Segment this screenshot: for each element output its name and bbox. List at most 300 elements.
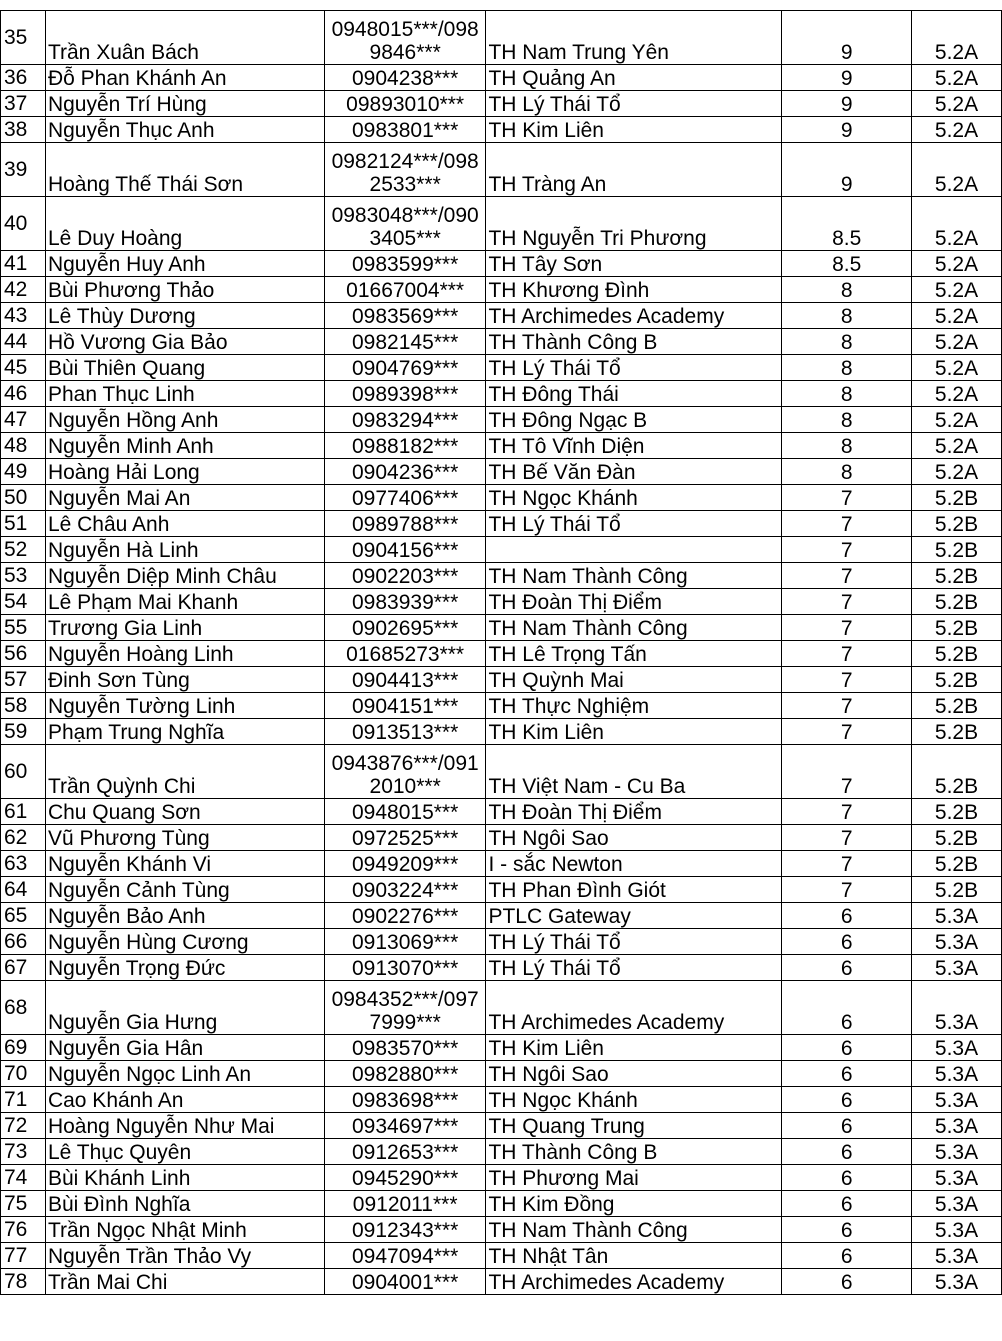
student-name-cell[interactable]: Bùi Khánh Linh — [45, 1165, 324, 1191]
row-number[interactable]: 47 — [1, 407, 46, 433]
student-name-cell[interactable]: Nguyễn Hà Linh — [45, 537, 324, 563]
table-row — [1, 1061, 1002, 1087]
school-cell[interactable]: TH Kim Đồng — [486, 1191, 782, 1217]
row-number[interactable]: 55 — [1, 615, 46, 641]
class-cell[interactable]: 5.3A — [912, 1113, 1002, 1139]
row-number[interactable]: 49 — [1, 459, 46, 485]
phone-cell[interactable]: 0913070*** — [324, 955, 486, 981]
table-row — [1, 1087, 1002, 1113]
table-row — [1, 251, 1002, 277]
school-cell[interactable]: TH Kim Liên — [486, 1035, 782, 1061]
phone-cell[interactable]: 01667004*** — [324, 277, 486, 303]
score-cell[interactable]: 9 — [782, 91, 912, 117]
score-cell[interactable]: 7 — [782, 485, 912, 511]
score-cell[interactable]: 7 — [782, 799, 912, 825]
phone-cell[interactable]: 0989398*** — [324, 381, 486, 407]
row-number[interactable]: 68 — [1, 981, 46, 1035]
table-row — [1, 955, 1002, 981]
score-cell[interactable]: 7 — [782, 825, 912, 851]
score-cell[interactable]: 8 — [782, 459, 912, 485]
school-cell[interactable]: TH Phan Đình Giót — [486, 877, 782, 903]
student-name-cell[interactable]: Nguyễn Hồng Anh — [45, 407, 324, 433]
score-cell[interactable]: 8.5 — [782, 197, 912, 251]
row-number[interactable]: 46 — [1, 381, 46, 407]
student-name-cell[interactable]: Cao Khánh An — [45, 1087, 324, 1113]
class-cell[interactable]: 5.2A — [912, 117, 1002, 143]
table-row — [1, 303, 1002, 329]
school-cell[interactable]: TH Lê Trọng Tấn — [486, 641, 782, 667]
phone-cell[interactable]: 0982124***/0982533*** — [324, 143, 486, 197]
school-cell[interactable]: TH Đoàn Thị Điểm — [486, 799, 782, 825]
school-cell[interactable]: TH Thành Công B — [486, 1139, 782, 1165]
phone-cell[interactable]: 0903224*** — [324, 877, 486, 903]
phone-cell[interactable]: 0989788*** — [324, 511, 486, 537]
phone-cell[interactable]: 0984352***/0977999*** — [324, 981, 486, 1035]
phone-cell[interactable]: 0983599*** — [324, 251, 486, 277]
row-number[interactable]: 41 — [1, 251, 46, 277]
school-cell[interactable]: TH Nam Thành Công — [486, 563, 782, 589]
phone-cell[interactable]: 0983048***/0903405*** — [324, 197, 486, 251]
row-number[interactable]: 38 — [1, 117, 46, 143]
score-cell[interactable]: 8 — [782, 433, 912, 459]
class-cell[interactable]: 5.3A — [912, 1191, 1002, 1217]
score-cell[interactable]: 7 — [782, 877, 912, 903]
phone-cell[interactable]: 09893010*** — [324, 91, 486, 117]
phone-cell[interactable]: 0948015***/0989846*** — [324, 11, 486, 65]
phone-cell[interactable]: 0904413*** — [324, 667, 486, 693]
student-name-cell[interactable]: Nguyễn Hùng Cương — [45, 929, 324, 955]
class-cell[interactable]: 5.3A — [912, 955, 1002, 981]
table-row — [1, 277, 1002, 303]
school-cell[interactable]: TH Archimedes Academy — [486, 981, 782, 1035]
student-name-cell[interactable]: Lê Châu Anh — [45, 511, 324, 537]
class-cell[interactable]: 5.2A — [912, 197, 1002, 251]
student-name-cell[interactable]: Nguyễn Mai An — [45, 485, 324, 511]
row-number[interactable]: 43 — [1, 303, 46, 329]
table-body — [1, 11, 1002, 1295]
score-cell[interactable]: 8 — [782, 355, 912, 381]
school-cell[interactable]: TH Đông Thái — [486, 381, 782, 407]
row-number[interactable]: 66 — [1, 929, 46, 955]
school-cell[interactable]: TH Lý Thái Tổ — [486, 355, 782, 381]
score-cell[interactable]: 8 — [782, 303, 912, 329]
phone-cell[interactable]: 0904769*** — [324, 355, 486, 381]
school-cell[interactable]: PTLC Gateway — [486, 903, 782, 929]
table-row — [1, 719, 1002, 745]
student-name-cell[interactable]: Bùi Phương Thảo — [45, 277, 324, 303]
score-cell[interactable]: 6 — [782, 1243, 912, 1269]
score-cell[interactable]: 6 — [782, 1087, 912, 1113]
class-cell[interactable]: 5.2A — [912, 407, 1002, 433]
row-number[interactable]: 50 — [1, 485, 46, 511]
row-number[interactable]: 64 — [1, 877, 46, 903]
score-cell[interactable]: 9 — [782, 65, 912, 91]
student-name-cell[interactable]: Hồ Vương Gia Bảo — [45, 329, 324, 355]
row-number[interactable]: 74 — [1, 1165, 46, 1191]
student-name-cell[interactable]: Nguyễn Tường Linh — [45, 693, 324, 719]
school-cell[interactable]: TH Quảng An — [486, 65, 782, 91]
class-cell[interactable]: 5.2B — [912, 851, 1002, 877]
table-row — [1, 407, 1002, 433]
table-row — [1, 641, 1002, 667]
class-cell[interactable]: 5.3A — [912, 903, 1002, 929]
school-cell[interactable]: TH Tràng An — [486, 143, 782, 197]
class-cell[interactable]: 5.3A — [912, 1061, 1002, 1087]
student-name-cell[interactable]: Trần Mai Chi — [45, 1269, 324, 1295]
school-cell[interactable]: I - sắc Newton — [486, 851, 782, 877]
score-cell[interactable]: 6 — [782, 1139, 912, 1165]
school-cell[interactable]: TH Archimedes Academy — [486, 303, 782, 329]
row-number[interactable]: 69 — [1, 1035, 46, 1061]
phone-cell[interactable]: 0913069*** — [324, 929, 486, 955]
table-row — [1, 1217, 1002, 1243]
table-row — [1, 65, 1002, 91]
student-name-cell[interactable]: Nguyễn Thục Anh — [45, 117, 324, 143]
school-cell[interactable]: TH Ngọc Khánh — [486, 1087, 782, 1113]
school-cell[interactable]: TH Nam Trung Yên — [486, 11, 782, 65]
school-cell[interactable]: TH Tô Vĩnh Diện — [486, 433, 782, 459]
class-cell[interactable]: 5.3A — [912, 1165, 1002, 1191]
phone-cell[interactable]: 0949209*** — [324, 851, 486, 877]
student-name-cell[interactable]: Hoàng Hải Long — [45, 459, 324, 485]
table-row — [1, 563, 1002, 589]
score-cell[interactable]: 6 — [782, 1113, 912, 1139]
phone-cell[interactable]: 0945290*** — [324, 1165, 486, 1191]
phone-cell[interactable]: 0904238*** — [324, 65, 486, 91]
class-cell[interactable]: 5.2A — [912, 433, 1002, 459]
class-cell[interactable]: 5.2A — [912, 355, 1002, 381]
student-name-cell[interactable]: Lê Thục Quyên — [45, 1139, 324, 1165]
table-row — [1, 1113, 1002, 1139]
score-cell[interactable]: 6 — [782, 929, 912, 955]
row-number[interactable]: 73 — [1, 1139, 46, 1165]
phone-cell[interactable]: 0912011*** — [324, 1191, 486, 1217]
phone-cell[interactable]: 01685273*** — [324, 641, 486, 667]
student-name-cell[interactable]: Nguyễn Trần Thảo Vy — [45, 1243, 324, 1269]
table-row — [1, 799, 1002, 825]
student-name-cell[interactable]: Nguyễn Bảo Anh — [45, 903, 324, 929]
class-cell[interactable]: 5.2B — [912, 589, 1002, 615]
phone-cell[interactable]: 0912343*** — [324, 1217, 486, 1243]
student-name-cell[interactable]: Chu Quang Sơn — [45, 799, 324, 825]
phone-cell[interactable]: 0977406*** — [324, 485, 486, 511]
score-cell[interactable]: 6 — [782, 1217, 912, 1243]
class-cell[interactable]: 5.2A — [912, 303, 1002, 329]
score-cell[interactable]: 7 — [782, 719, 912, 745]
table-row — [1, 745, 1002, 799]
school-cell[interactable]: TH Khương Đình — [486, 277, 782, 303]
row-number[interactable]: 58 — [1, 693, 46, 719]
table-row — [1, 143, 1002, 197]
phone-cell[interactable]: 0902203*** — [324, 563, 486, 589]
phone-cell[interactable]: 0983801*** — [324, 117, 486, 143]
phone-cell[interactable]: 0983698*** — [324, 1087, 486, 1113]
class-cell[interactable]: 5.2A — [912, 459, 1002, 485]
score-cell[interactable]: 7 — [782, 511, 912, 537]
school-cell[interactable]: TH Việt Nam - Cu Ba — [486, 745, 782, 799]
class-cell[interactable]: 5.2B — [912, 877, 1002, 903]
class-cell[interactable]: 5.2B — [912, 719, 1002, 745]
score-cell[interactable]: 6 — [782, 1191, 912, 1217]
school-cell[interactable] — [486, 537, 782, 563]
table-row — [1, 903, 1002, 929]
school-cell[interactable]: TH Archimedes Academy — [486, 1269, 782, 1295]
row-number[interactable]: 72 — [1, 1113, 46, 1139]
row-number[interactable]: 59 — [1, 719, 46, 745]
row-number[interactable]: 39 — [1, 143, 46, 197]
score-cell[interactable]: 9 — [782, 11, 912, 65]
class-cell[interactable]: 5.3A — [912, 1139, 1002, 1165]
phone-cell[interactable]: 0904236*** — [324, 459, 486, 485]
phone-cell[interactable]: 0948015*** — [324, 799, 486, 825]
student-name-cell[interactable]: Bùi Đình Nghĩa — [45, 1191, 324, 1217]
class-cell[interactable]: 5.2A — [912, 381, 1002, 407]
phone-cell[interactable]: 0912653*** — [324, 1139, 486, 1165]
class-cell[interactable]: 5.2B — [912, 693, 1002, 719]
school-cell[interactable]: TH Thực Nghiệm — [486, 693, 782, 719]
table-row — [1, 693, 1002, 719]
row-number[interactable]: 35 — [1, 11, 46, 65]
phone-cell[interactable]: 0983569*** — [324, 303, 486, 329]
student-name-cell[interactable]: Bùi Thiên Quang — [45, 355, 324, 381]
phone-cell[interactable]: 0983570*** — [324, 1035, 486, 1061]
row-number[interactable]: 56 — [1, 641, 46, 667]
table-row — [1, 851, 1002, 877]
school-cell[interactable]: TH Phương Mai — [486, 1165, 782, 1191]
score-cell[interactable]: 8.5 — [782, 251, 912, 277]
student-name-cell[interactable]: Nguyễn Huy Anh — [45, 251, 324, 277]
school-cell[interactable]: TH Bế Văn Đàn — [486, 459, 782, 485]
school-cell[interactable]: TH Đông Ngạc B — [486, 407, 782, 433]
class-cell[interactable]: 5.3A — [912, 981, 1002, 1035]
student-name-cell[interactable]: Nguyễn Hoàng Linh — [45, 641, 324, 667]
phone-cell[interactable]: 0902276*** — [324, 903, 486, 929]
table-row — [1, 615, 1002, 641]
row-number[interactable]: 71 — [1, 1087, 46, 1113]
row-number[interactable]: 54 — [1, 589, 46, 615]
phone-cell[interactable]: 0982145*** — [324, 329, 486, 355]
student-name-cell[interactable]: Trần Quỳnh Chi — [45, 745, 324, 799]
student-name-cell[interactable]: Nguyễn Gia Hân — [45, 1035, 324, 1061]
row-number[interactable]: 60 — [1, 745, 46, 799]
table-row — [1, 877, 1002, 903]
class-cell[interactable]: 5.2B — [912, 745, 1002, 799]
table-row — [1, 11, 1002, 65]
score-cell[interactable]: 6 — [782, 903, 912, 929]
student-name-cell[interactable]: Trương Gia Linh — [45, 615, 324, 641]
school-cell[interactable]: TH Nam Thành Công — [486, 615, 782, 641]
row-number[interactable]: 76 — [1, 1217, 46, 1243]
row-number[interactable]: 62 — [1, 825, 46, 851]
school-cell[interactable]: TH Lý Thái Tổ — [486, 929, 782, 955]
score-cell[interactable]: 9 — [782, 143, 912, 197]
score-cell[interactable]: 7 — [782, 693, 912, 719]
school-cell[interactable]: TH Ngôi Sao — [486, 1061, 782, 1087]
phone-cell[interactable]: 0904156*** — [324, 537, 486, 563]
student-name-cell[interactable]: Vũ Phương Tùng — [45, 825, 324, 851]
phone-cell[interactable]: 0988182*** — [324, 433, 486, 459]
score-cell[interactable]: 7 — [782, 563, 912, 589]
student-name-cell[interactable]: Nguyễn Khánh Vi — [45, 851, 324, 877]
class-cell[interactable]: 5.2B — [912, 615, 1002, 641]
class-cell[interactable]: 5.3A — [912, 1035, 1002, 1061]
row-number[interactable]: 36 — [1, 65, 46, 91]
class-cell[interactable]: 5.2A — [912, 143, 1002, 197]
class-cell[interactable]: 5.2B — [912, 799, 1002, 825]
school-cell[interactable]: TH Đoàn Thị Điểm — [486, 589, 782, 615]
row-number[interactable]: 42 — [1, 277, 46, 303]
class-cell[interactable]: 5.3A — [912, 1243, 1002, 1269]
student-name-cell[interactable]: Đinh Sơn Tùng — [45, 667, 324, 693]
table-row — [1, 1139, 1002, 1165]
score-cell[interactable]: 7 — [782, 667, 912, 693]
phone-cell[interactable]: 0904001*** — [324, 1269, 486, 1295]
row-number[interactable]: 70 — [1, 1061, 46, 1087]
score-cell[interactable]: 7 — [782, 537, 912, 563]
row-number[interactable]: 40 — [1, 197, 46, 251]
student-name-cell[interactable]: Lê Phạm Mai Khanh — [45, 589, 324, 615]
student-name-cell[interactable]: Nguyễn Minh Anh — [45, 433, 324, 459]
row-number[interactable]: 65 — [1, 903, 46, 929]
score-cell[interactable]: 8 — [782, 407, 912, 433]
class-cell[interactable]: 5.2B — [912, 511, 1002, 537]
student-name-cell[interactable]: Lê Thùy Dương — [45, 303, 324, 329]
school-cell[interactable]: TH Ngôi Sao — [486, 825, 782, 851]
class-cell[interactable]: 5.2A — [912, 251, 1002, 277]
row-number[interactable]: 53 — [1, 563, 46, 589]
class-cell[interactable]: 5.3A — [912, 929, 1002, 955]
school-cell[interactable]: TH Thành Công B — [486, 329, 782, 355]
student-name-cell[interactable]: Nguyễn Ngọc Linh An — [45, 1061, 324, 1087]
score-cell[interactable]: 7 — [782, 589, 912, 615]
student-name-cell[interactable]: Trần Ngọc Nhật Minh — [45, 1217, 324, 1243]
score-cell[interactable]: 6 — [782, 981, 912, 1035]
score-cell[interactable]: 6 — [782, 1035, 912, 1061]
school-cell[interactable]: TH Nhật Tân — [486, 1243, 782, 1269]
school-cell[interactable]: TH Lý Thái Tổ — [486, 955, 782, 981]
student-name-cell[interactable]: Nguyễn Trọng Đức — [45, 955, 324, 981]
school-cell[interactable]: TH Nguyễn Tri Phương — [486, 197, 782, 251]
class-cell[interactable]: 5.2A — [912, 11, 1002, 65]
table-row — [1, 537, 1002, 563]
class-cell[interactable]: 5.2A — [912, 91, 1002, 117]
class-cell[interactable]: 5.2A — [912, 329, 1002, 355]
school-cell[interactable]: TH Lý Thái Tổ — [486, 91, 782, 117]
table-row — [1, 667, 1002, 693]
score-cell[interactable]: 8 — [782, 381, 912, 407]
score-cell[interactable]: 7 — [782, 615, 912, 641]
school-cell[interactable]: TH Kim Liên — [486, 719, 782, 745]
row-number[interactable]: 75 — [1, 1191, 46, 1217]
phone-cell[interactable]: 0943876***/0912010*** — [324, 745, 486, 799]
row-number[interactable]: 67 — [1, 955, 46, 981]
table-row — [1, 91, 1002, 117]
row-number[interactable]: 52 — [1, 537, 46, 563]
student-name-cell[interactable]: Nguyễn Gia Hưng — [45, 981, 324, 1035]
class-cell[interactable]: 5.2B — [912, 641, 1002, 667]
class-cell[interactable]: 5.3A — [912, 1217, 1002, 1243]
class-cell[interactable]: 5.2B — [912, 825, 1002, 851]
student-results-table — [0, 10, 1002, 1295]
row-number[interactable]: 45 — [1, 355, 46, 381]
score-cell[interactable]: 7 — [782, 851, 912, 877]
table-row — [1, 1165, 1002, 1191]
phone-cell[interactable]: 0983939*** — [324, 589, 486, 615]
table-row — [1, 355, 1002, 381]
school-cell[interactable]: TH Lý Thái Tổ — [486, 511, 782, 537]
table-row — [1, 197, 1002, 251]
score-cell[interactable]: 6 — [782, 955, 912, 981]
phone-cell[interactable]: 0983294*** — [324, 407, 486, 433]
row-number[interactable]: 44 — [1, 329, 46, 355]
score-cell[interactable]: 6 — [782, 1165, 912, 1191]
table-row — [1, 485, 1002, 511]
phone-cell[interactable]: 0904151*** — [324, 693, 486, 719]
score-cell[interactable]: 8 — [782, 329, 912, 355]
phone-cell[interactable]: 0972525*** — [324, 825, 486, 851]
student-name-cell[interactable]: Đỗ Phan Khánh An — [45, 65, 324, 91]
row-number[interactable]: 51 — [1, 511, 46, 537]
row-number[interactable]: 37 — [1, 91, 46, 117]
class-cell[interactable]: 5.2B — [912, 485, 1002, 511]
school-cell[interactable]: TH Nam Thành Công — [486, 1217, 782, 1243]
table-row — [1, 117, 1002, 143]
table-row — [1, 1191, 1002, 1217]
table-row — [1, 511, 1002, 537]
student-name-cell[interactable]: Hoàng Thế Thái Sơn — [45, 143, 324, 197]
row-number[interactable]: 57 — [1, 667, 46, 693]
phone-cell[interactable]: 0934697*** — [324, 1113, 486, 1139]
row-number[interactable]: 61 — [1, 799, 46, 825]
row-number[interactable]: 48 — [1, 433, 46, 459]
student-name-cell[interactable]: Trần Xuân Bách — [45, 11, 324, 65]
class-cell[interactable]: 5.2B — [912, 667, 1002, 693]
student-name-cell[interactable]: Nguyễn Diệp Minh Châu — [45, 563, 324, 589]
class-cell[interactable]: 5.2A — [912, 65, 1002, 91]
row-number[interactable]: 63 — [1, 851, 46, 877]
school-cell[interactable]: TH Tây Sơn — [486, 251, 782, 277]
phone-cell[interactable]: 0947094*** — [324, 1243, 486, 1269]
school-cell[interactable]: TH Ngọc Khánh — [486, 485, 782, 511]
phone-cell[interactable]: 0913513*** — [324, 719, 486, 745]
student-name-cell[interactable]: Hoàng Nguyễn Như Mai — [45, 1113, 324, 1139]
score-cell[interactable]: 6 — [782, 1061, 912, 1087]
student-name-cell[interactable]: Phan Thục Linh — [45, 381, 324, 407]
score-cell[interactable]: 7 — [782, 641, 912, 667]
class-cell[interactable]: 5.2B — [912, 563, 1002, 589]
student-name-cell[interactable]: Nguyễn Cảnh Tùng — [45, 877, 324, 903]
row-number[interactable]: 78 — [1, 1269, 46, 1295]
class-cell[interactable]: 5.2B — [912, 537, 1002, 563]
school-cell[interactable]: TH Quang Trung — [486, 1113, 782, 1139]
student-name-cell[interactable]: Nguyễn Trí Hùng — [45, 91, 324, 117]
row-number[interactable]: 77 — [1, 1243, 46, 1269]
student-name-cell[interactable]: Phạm Trung Nghĩa — [45, 719, 324, 745]
score-cell[interactable]: 8 — [782, 277, 912, 303]
student-name-cell[interactable]: Lê Duy Hoàng — [45, 197, 324, 251]
score-cell[interactable]: 9 — [782, 117, 912, 143]
phone-cell[interactable]: 0982880*** — [324, 1061, 486, 1087]
score-cell[interactable]: 7 — [782, 745, 912, 799]
score-cell[interactable]: 6 — [782, 1269, 912, 1295]
phone-cell[interactable]: 0902695*** — [324, 615, 486, 641]
class-cell[interactable]: 5.3A — [912, 1269, 1002, 1295]
table-row — [1, 1243, 1002, 1269]
school-cell[interactable]: TH Kim Liên — [486, 117, 782, 143]
class-cell[interactable]: 5.3A — [912, 1087, 1002, 1113]
school-cell[interactable]: TH Quỳnh Mai — [486, 667, 782, 693]
class-cell[interactable]: 5.2A — [912, 277, 1002, 303]
